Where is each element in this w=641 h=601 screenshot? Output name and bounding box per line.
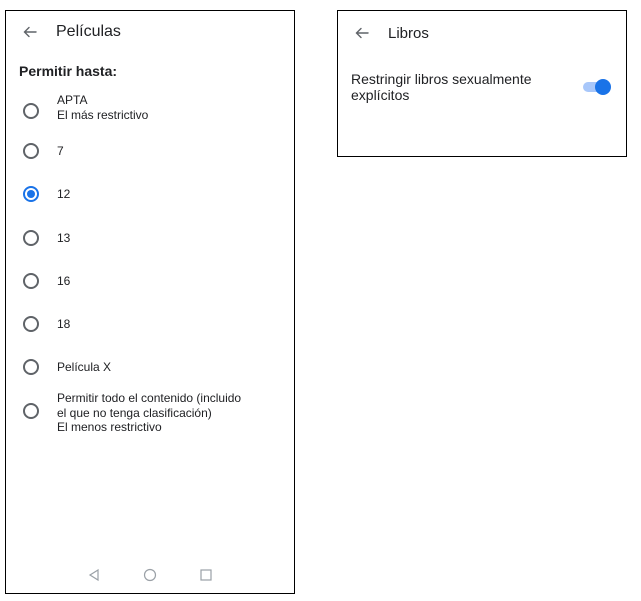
radio-button[interactable]: [23, 316, 39, 332]
books-settings-panel: [337, 10, 627, 157]
radio-button[interactable]: [23, 103, 39, 119]
rating-option-label: Película X: [57, 360, 112, 374]
back-arrow-icon[interactable]: [352, 23, 372, 43]
rating-option-description: El menos restrictivo: [57, 420, 162, 434]
rating-option-label: 18: [57, 317, 71, 331]
restrict-explicit-books-setting[interactable]: [351, 71, 611, 103]
radio-button-selected[interactable]: [23, 186, 39, 202]
nav-recents-icon[interactable]: [198, 567, 214, 583]
radio-button[interactable]: [23, 143, 39, 159]
system-nav-bar: [6, 567, 294, 583]
setting-label: Restringir libros sexualmente explícitos: [351, 71, 532, 103]
allow-up-to-heading: Permitir hasta:: [19, 63, 118, 79]
rating-option-label: 12: [57, 187, 71, 201]
radio-button[interactable]: [23, 230, 39, 246]
radio-button[interactable]: [23, 273, 39, 289]
toggle-knob: [595, 79, 611, 95]
page-title: Películas: [56, 23, 121, 40]
movies-settings-panel: [5, 10, 295, 594]
back-arrow-icon[interactable]: [20, 22, 40, 42]
rating-option-description: El más restrictivo: [57, 107, 149, 122]
rating-option-label: 13: [57, 231, 71, 245]
movies-top-bar: [6, 11, 294, 53]
rating-option-label-cont: el que no tenga clasificación): [57, 405, 212, 420]
rating-option-label: Permitir todo el contenido (incluido: [57, 391, 242, 405]
page-title: Libros: [388, 24, 429, 42]
nav-home-icon[interactable]: [142, 567, 158, 583]
rating-option-label: 7: [57, 144, 64, 158]
books-top-bar: [338, 11, 626, 55]
rating-option-label: 16: [57, 274, 71, 288]
nav-back-icon[interactable]: [86, 567, 102, 583]
toggle-switch[interactable]: [583, 81, 609, 93]
rating-option-label: APTA: [57, 93, 88, 107]
radio-button[interactable]: [23, 359, 39, 375]
radio-button[interactable]: [23, 403, 39, 419]
